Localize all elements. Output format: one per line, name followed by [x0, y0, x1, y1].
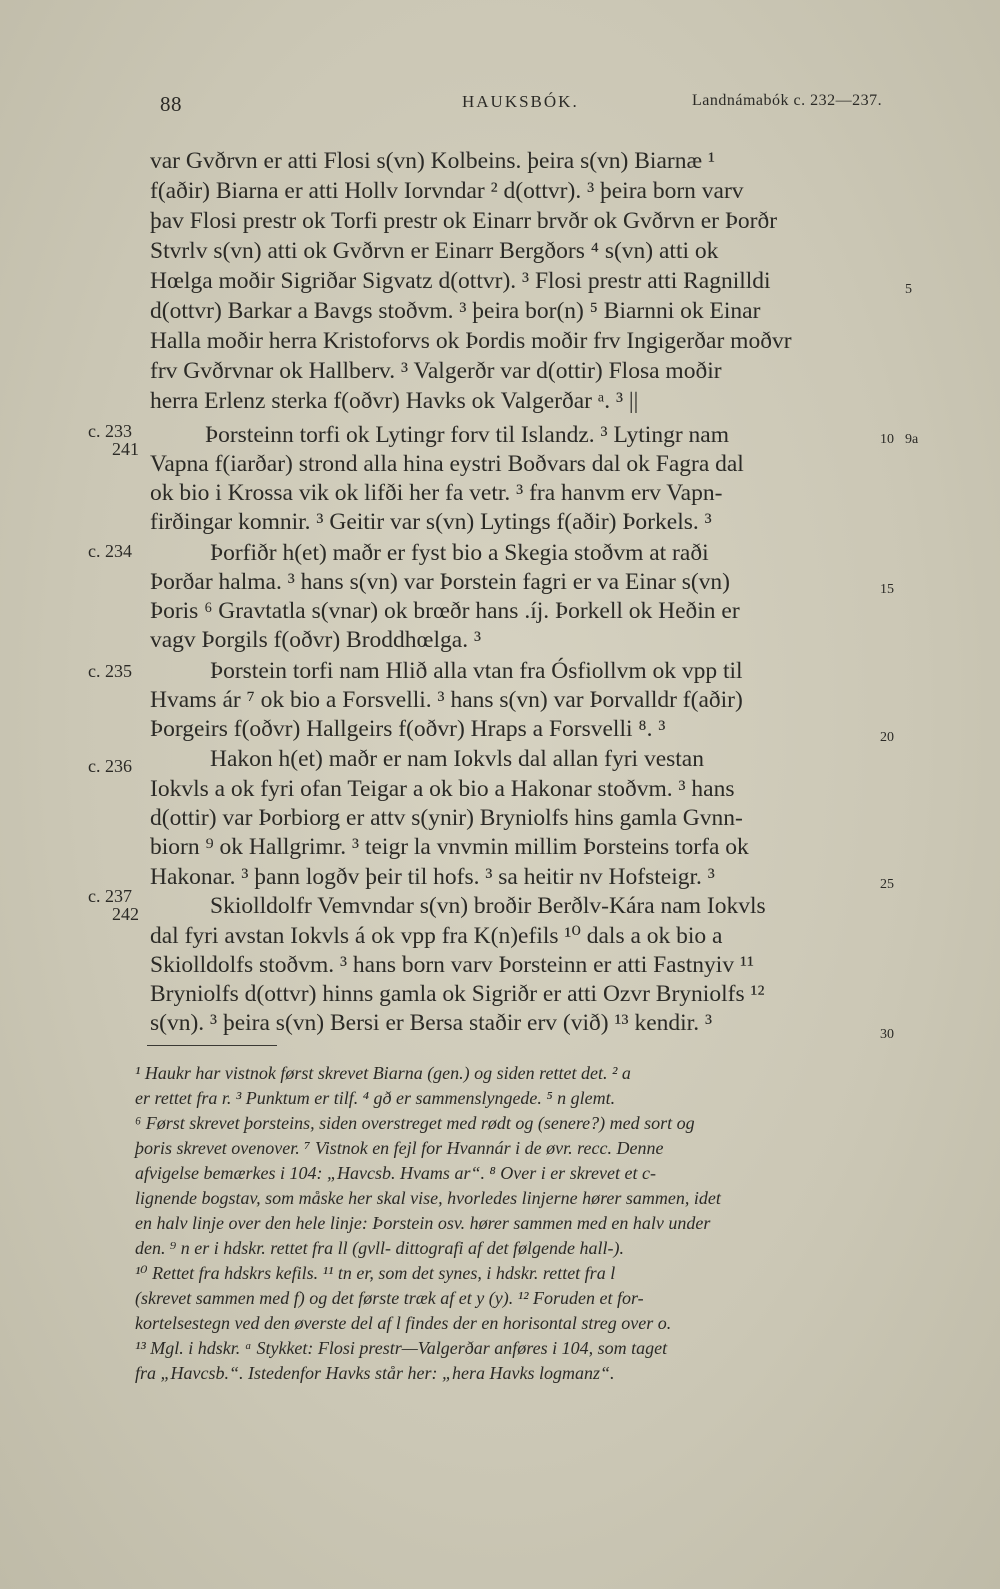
text-line: dal fyri avstan Iokvls á ok vpp fra K(n)efils ¹⁰ dals a ok bio a [150, 923, 723, 949]
footnote-line: ¹³ Mgl. i hdskr. ᵃ Stykket: Flosi prestr—Valgerðar anføres i 104, som taget [135, 1338, 668, 1358]
footnote-line: ⁶ Først skrevet þorsteins, siden overstreget med rødt og (senere?) med sort og [135, 1113, 695, 1133]
line-number: 15 [880, 582, 894, 597]
text-line: Skiolldolfs stoðvm. ³ hans born varv Þorsteinn er atti Fastnyiv ¹¹ [150, 952, 755, 978]
chapter-ref [88, 422, 139, 458]
chapter-ref-number: c. 237 [88, 886, 132, 906]
chapter-ref [88, 542, 132, 560]
footnote-line: ¹ Haukr har vistnok først skrevet Biarna (gen.) og siden rettet det. ² a [135, 1063, 631, 1083]
text-line: Þorgeirs f(oðvr) Hallgeirs f(oðvr) Hraps a Forsvelli ⁸. ³ [150, 716, 666, 742]
footnote-line: kortelsestegn ved den øverste del af l findes der en horisontal streg over o. [135, 1313, 672, 1333]
text-line: ok bio i Krossa vik ok lifði her fa vetr. ³ fra hanvm erv Vapn- [150, 480, 723, 506]
line-number: 5 [905, 282, 912, 297]
text-line: var Gvðrvn er atti Flosi s(vn) Kolbeins. þeira s(vn) Biarnæ ¹ [150, 148, 716, 174]
text-line: vagv Þorgils f(oðvr) Broddhœlga. ³ [150, 627, 482, 653]
line-number: 25 [880, 877, 894, 892]
text-line: Stvrlv s(vn) atti ok Gvðrvn er Einarr Bergðors ⁴ s(vn) atti ok [150, 238, 719, 264]
text-line: Hvams ár ⁷ ok bio a Forsvelli. ³ hans s(vn) var Þorvalldr f(aðir) [150, 687, 743, 713]
text-line: f(aðir) Biarna er atti Hollv Iorvndar ² d(ottvr). ³ þeira born varv [150, 178, 744, 204]
text-line: Vapna f(iarðar) strond alla hina eystri Boðvars dal ok Fagra dal [150, 451, 744, 477]
text-line: Hakon h(et) maðr er nam Iokvls dal allan fyri vestan [210, 746, 704, 772]
chapter-ref-sub: 242 [112, 904, 139, 924]
footnote-line: afvigelse bemærkes i 104: „Havcsb. Hvams ar“. ⁸ Over i er skrevet et c- [135, 1163, 656, 1183]
text-line: s(vn). ³ þeira s(vn) Bersi er Bersa staðir erv (við) ¹³ kendir. ³ [150, 1010, 712, 1036]
line-number: 30 [880, 1027, 894, 1042]
footnote-line: den. ⁹ n er i hdskr. rettet fra ll (gvll- dittografi af det følgende hall-). [135, 1238, 625, 1258]
text-line: Iokvls a ok fyri ofan Teigar a ok bio a Hakonar stoðvm. ³ hans [150, 776, 735, 802]
footnote-line: er rettet fra r. ³ Punktum er tilf. ⁴ gð er sammenslyngede. ⁵ n glemt. [135, 1088, 616, 1108]
text-line: þav Flosi prestr ok Torfi prestr ok Einarr brvðr ok Gvðrvn er Þorðr [150, 208, 778, 234]
text-line: frv Gvðrvnar ok Hallberv. ³ Valgerðr var d(ottir) Flosa moðir [150, 358, 722, 384]
text-line: biorn ⁹ ok Hallgrimr. ³ teigr la vnvmin millim Þorsteins torfa ok [150, 834, 749, 860]
chapter-ref-sub: 241 [112, 439, 139, 459]
footnote-line: (skrevet sammen med f) og det første træk af et y (y). ¹² Foruden et for- [135, 1288, 644, 1308]
side-note-9a: 9a [905, 432, 919, 447]
text-line: Hœlga moðir Sigriðar Sigvatz d(ottvr). ³ Flosi prestr atti Ragnilldi [150, 268, 771, 294]
chapter-ref-number: c. 235 [88, 661, 132, 681]
text-line: herra Erlenz sterka f(oðvr) Havks ok Valgerðar ᵃ. ³ || [150, 388, 639, 414]
text-line: d(ottir) var Þorbiorg er attv s(ynir) Bryniolfs hins gamla Gvnn- [150, 805, 743, 831]
text-line: Hakonar. ³ þann logðv þeir til hofs. ³ sa heitir nv Hofsteigr. ³ [150, 864, 715, 890]
section-reference: Landnámabók c. 232—237. [692, 92, 883, 109]
footnote-line: lignende bogstav, som måske her skal vise, hvorledes linjerne hører sammen, idet [135, 1188, 721, 1208]
text-line: Þorðar halma. ³ hans s(vn) var Þorstein fagri er va Einar s(vn) [150, 569, 731, 595]
line-number: 20 [880, 730, 894, 745]
chapter-ref-number: c. 236 [88, 756, 132, 776]
footnote-line: en halv linje over den hele linje: Þorstein osv. hører sammen med en halv under [135, 1213, 711, 1233]
page-number: 88 [160, 92, 182, 116]
text-line: Skiolldolfr Vemvndar s(vn) broðir Berðlv-Kára nam Iokvls [210, 893, 766, 919]
text-line: Þorsteinn torfi ok Lytingr forv til Islandz. ³ Lytingr nam [205, 422, 729, 448]
chapter-ref-number: c. 234 [88, 541, 132, 561]
text-line: Þorfiðr h(et) maðr er fyst bio a Skegia stoðvm at raði [210, 540, 709, 566]
running-title: HAUKSBÓK. [462, 92, 579, 111]
chapter-ref [88, 887, 139, 923]
text-line: d(ottvr) Barkar a Bavgs stoðvm. ³ þeira bor(n) ⁵ Biarnni ok Einar [150, 298, 761, 324]
footnote-line: þoris skrevet ovenover. ⁷ Vistnok en fejl for Hvannár i de øvr. recc. Denne [135, 1138, 664, 1158]
text-line: firðingar komnir. ³ Geitir var s(vn) Lytings f(aðir) Þorkels. ³ [150, 509, 712, 535]
chapter-ref [88, 757, 132, 775]
chapter-ref-number: c. 233 [88, 421, 132, 441]
footnote-line: fra „Havcsb.“. Istedenfor Havks står her: „hera Havks logmanz“. [135, 1363, 615, 1383]
chapter-ref [88, 662, 132, 680]
text-line: Þoris ⁶ Gravtatla s(vnar) ok brœðr hans .íj. Þorkell ok Heðin er [150, 598, 740, 624]
footnote-rule [147, 1045, 277, 1046]
footnote-line: ¹⁰ Rettet fra hdskrs kefils. ¹¹ tn er, som det synes, i hdskr. rettet fra l [135, 1263, 616, 1283]
line-number: 10 [880, 432, 894, 447]
text-line: Þorstein torfi nam Hlið alla vtan fra Ósfiollvm ok vpp til [210, 658, 743, 684]
text-line: Bryniolfs d(ottvr) hinns gamla ok Sigriðr er atti Ozvr Bryniolfs ¹² [150, 981, 765, 1007]
text-line: Halla moðir herra Kristoforvs ok Þordis moðir frv Ingigerðar moðvr [150, 328, 792, 354]
